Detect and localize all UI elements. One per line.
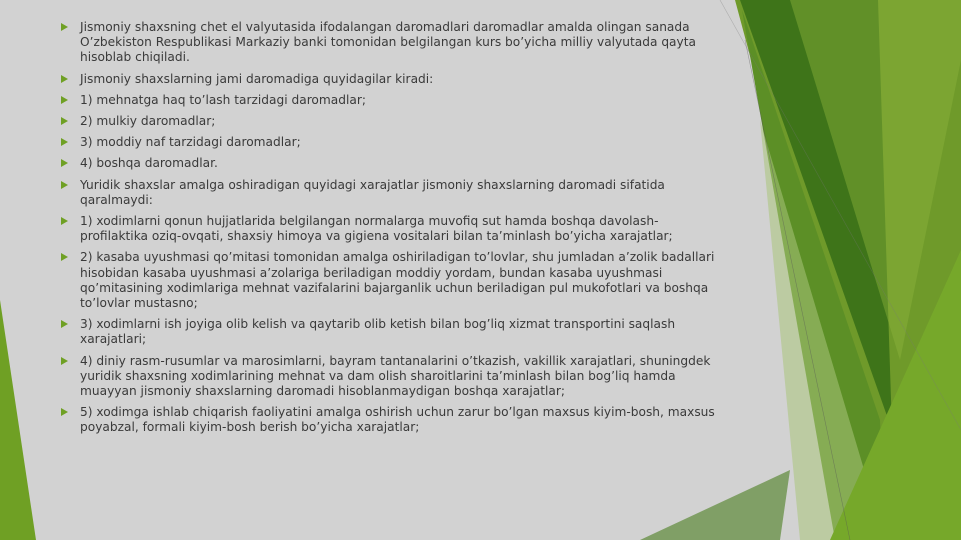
- list-item: [58, 405, 726, 435]
- list-item-text: 1) xodimlarni qonun hujjatlarida belgilangan normalarga muvofiq sut hamda boshqa davolash-profilaktika oziq-ovqati, shaxsiy himoya va gigiena vositalari bilan ta’minlash bo’yicha xarajatlar;: [80, 214, 673, 244]
- triangle-right-icon: [61, 181, 68, 189]
- list-item: [58, 250, 726, 311]
- triangle-right-icon: [61, 217, 68, 225]
- list-item-text: Jismoniy shaxsning chet el valyutasida ifodalangan daromadlari daromadlar amalda olingan sanada O’zbekiston Respublikasi Markaziy banki tomonidan belgilangan kurs bo’yicha milliy valyutada qayta hisoblab chiqiladi.: [80, 20, 696, 65]
- list-item-text: 4) diniy rasm-rusumlar va marosimlarni, bayram tantanalarini o’tkazish, vakillik xarajatlari, shuningdek yuridik shaxsning xodimlarining mehnat va dam olish sharoitlarini ta’minlash bilan bog’liq hamda muayyan jismoniy shaxslarning daromadi hisoblanmaydigan boshqa xarajatlar;: [80, 353, 711, 399]
- list-item: [58, 93, 726, 108]
- triangle-right-icon: [61, 75, 68, 83]
- left-green-wedge: [0, 300, 36, 540]
- triangle-right-icon: [61, 253, 68, 261]
- list-item-text: 2) mulkiy daromadlar;: [80, 114, 216, 129]
- bottom-dark-sliver: [640, 470, 790, 540]
- triangle-right-icon: [61, 96, 68, 104]
- list-item: [58, 20, 726, 66]
- list-item-text: 3) moddiy naf tarzidagi daromadlar;: [80, 135, 301, 150]
- triangle-right-icon: [61, 408, 68, 416]
- bullet-list: [58, 20, 726, 442]
- list-item: [58, 156, 726, 171]
- list-item: [58, 214, 726, 244]
- triangle-right-icon: [61, 138, 68, 146]
- list-item-text: 5) xodimga ishlab chiqarish faoliyatini amalga oshirish uchun zarur bo’lgan maxsus kiyim-bosh, maxsus poyabzal, formali kiyim-bosh berish bo’yicha xarajatlar;: [80, 405, 715, 435]
- list-item: [58, 72, 726, 87]
- triangle-right-icon: [61, 117, 68, 125]
- list-item-text: 2) kasaba uyushmasi qo’mitasi tomonidan amalga oshiriladigan to’lovlar, shu jumladan a’zolik badallari hisobidan kasaba uyushmasi a’zolariga beriladigan moddiy yordam, bundan kasaba uyushmasi qo’mitasining xodimlariga mehnat vazifalarini bajarganlik uchun beriladigan pul mukofotlari va boshqa to’lovlar mustasno;: [80, 250, 715, 311]
- list-item-text: Jismoniy shaxslarning jami daromadiga quyidagilar kiradi:: [80, 71, 434, 86]
- list-item: [58, 317, 726, 347]
- list-item: [58, 135, 726, 150]
- triangle-right-icon: [61, 357, 68, 365]
- list-item-text: 3) xodimlarni ish joyiga olib kelish va qaytarib olib ketish bilan bog’liq xizmat transportini saqlash xarajatlari;: [80, 317, 676, 347]
- list-item: [58, 178, 726, 208]
- triangle-right-icon: [61, 159, 68, 167]
- list-item: [58, 354, 726, 400]
- triangle-right-icon: [61, 320, 68, 328]
- list-item: [58, 114, 726, 129]
- list-item-text: 4) boshqa daromadlar.: [80, 156, 218, 171]
- list-item-text: 1) mehnatga haq to’lash tarzidagi daromadlar;: [80, 92, 366, 107]
- list-item-text: Yuridik shaxslar amalga oshiradigan quyidagi xarajatlar jismoniy shaxslarning daromadi sifatida qaralmaydi:: [80, 177, 665, 207]
- triangle-right-icon: [61, 23, 68, 31]
